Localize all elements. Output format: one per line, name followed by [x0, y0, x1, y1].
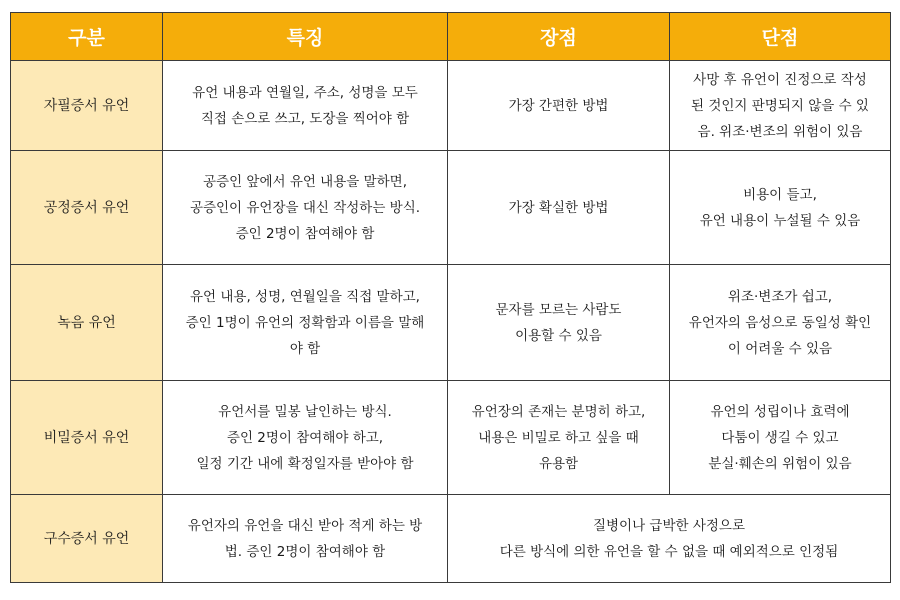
- table-row: [11, 151, 891, 265]
- type-cell: 구수증서 유언: [11, 495, 163, 583]
- features-cell: 유언 내용, 성명, 연월일을 직접 말하고, 증인 1명이 유언의 정확함과 이름을 말해 야 함: [163, 265, 448, 381]
- cons-cell: 위조·변조가 쉽고, 유언자의 음성으로 동일성 확인 이 어려울 수 있음: [670, 265, 891, 381]
- header-features: 특징: [163, 13, 448, 61]
- pros-cell: 유언장의 존재는 분명히 하고, 내용은 비밀로 하고 싶을 때 유용함: [448, 381, 670, 495]
- table-body: [11, 61, 891, 583]
- table-header: [11, 13, 891, 61]
- header-pros: 장점: [448, 13, 670, 61]
- cons-cell: 사망 후 유언이 진정으로 작성 된 것인지 판명되지 않을 수 있 음. 위조·변조의 위험이 있음: [670, 61, 891, 151]
- header-row: [11, 13, 891, 61]
- features-cell: 공증인 앞에서 유언 내용을 말하면, 공증인이 유언장을 대신 작성하는 방식. 증인 2명이 참여해야 함: [163, 151, 448, 265]
- merged-pros-cons-cell: 질병이나 급박한 사정으로 다른 방식에 의한 유언을 할 수 없을 때 예외적으로 인정됨: [448, 495, 891, 583]
- type-cell: 녹음 유언: [11, 265, 163, 381]
- header-cons: 단점: [670, 13, 891, 61]
- table-row: [11, 495, 891, 583]
- features-cell: 유언서를 밀봉 날인하는 방식. 증인 2명이 참여해야 하고, 일정 기간 내에 확정일자를 받아야 함: [163, 381, 448, 495]
- features-cell: 유언자의 유언을 대신 받아 적게 하는 방 법. 증인 2명이 참여해야 함: [163, 495, 448, 583]
- table-row: [11, 381, 891, 495]
- type-cell: 비밀증서 유언: [11, 381, 163, 495]
- pros-cell: 가장 간편한 방법: [448, 61, 670, 151]
- pros-cell: 가장 확실한 방법: [448, 151, 670, 265]
- header-type: 구분: [11, 13, 163, 61]
- table-row: [11, 61, 891, 151]
- type-cell: 공정증서 유언: [11, 151, 163, 265]
- table-row: [11, 265, 891, 381]
- pros-cell: 문자를 모르는 사람도 이용할 수 있음: [448, 265, 670, 381]
- type-cell: 자필증서 유언: [11, 61, 163, 151]
- features-cell: 유언 내용과 연월일, 주소, 성명을 모두 직접 손으로 쓰고, 도장을 찍어야 함: [163, 61, 448, 151]
- cons-cell: 비용이 들고, 유언 내용이 누설될 수 있음: [670, 151, 891, 265]
- cons-cell: 유언의 성립이나 효력에 다툼이 생길 수 있고 분실·훼손의 위험이 있음: [670, 381, 891, 495]
- will-types-table: [10, 12, 891, 583]
